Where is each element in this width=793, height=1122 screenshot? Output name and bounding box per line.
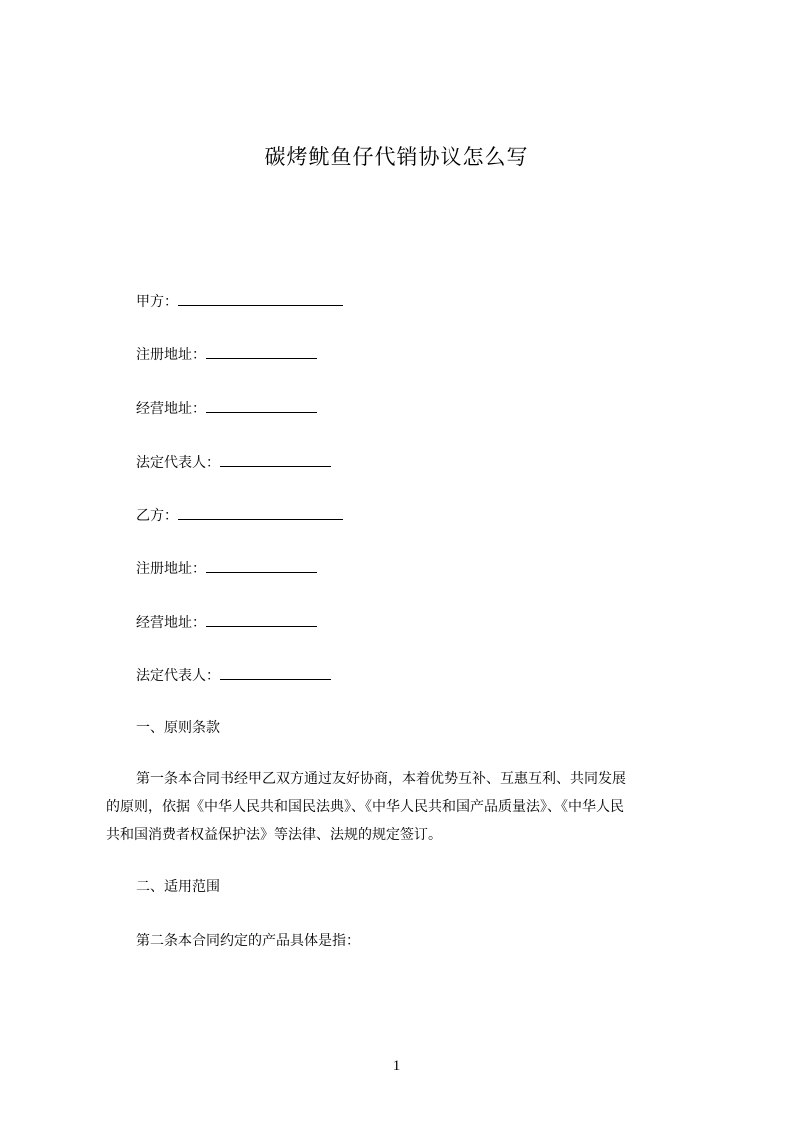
party-a-name-field <box>136 291 343 312</box>
party-b-business-address-blank[interactable] <box>206 612 317 627</box>
article-1-paragraph <box>106 765 718 849</box>
party-b-business-address-label: 经营地址： <box>136 615 206 631</box>
article-1-line: 共和国消费者权益保护法》等法律、法规的规定签订。 <box>106 827 442 843</box>
party-b-name-label: 乙方： <box>136 508 178 524</box>
party-a-name-blank[interactable] <box>178 291 343 306</box>
party-b-name-blank[interactable] <box>178 505 343 520</box>
article-1-line: 的原则，依据《中华人民共和国民法典》、《中华人民共和国产品质量法》、《中华人民 <box>106 799 624 815</box>
article-2-text: 第二条本合同约定的产品具体是指： <box>136 933 360 949</box>
party-b-business-address-field <box>136 612 317 633</box>
section-1-heading: 一、原则条款 <box>136 720 220 736</box>
party-a-business-address-field <box>136 398 317 419</box>
article-1-line: 第一条本合同书经甲乙双方通过友好协商，本着优势互补、互惠互利、共同发展 <box>136 771 626 787</box>
party-b-legal-rep-label: 法定代表人： <box>136 668 220 684</box>
party-a-business-address-label: 经营地址： <box>136 401 206 417</box>
party-b-registered-address-label: 注册地址： <box>136 561 206 577</box>
party-a-business-address-blank[interactable] <box>206 398 317 413</box>
party-a-legal-rep-label: 法定代表人： <box>136 455 220 471</box>
section-2-heading: 二、适用范围 <box>136 879 220 895</box>
party-a-registered-address-field <box>136 344 317 365</box>
document-title: 碳烤鱿鱼仔代销协议怎么写 <box>264 145 529 169</box>
party-b-name-field <box>136 505 343 526</box>
page-number: 1 <box>392 1058 401 1074</box>
party-a-name-label: 甲方： <box>136 294 178 310</box>
party-a-legal-rep-blank[interactable] <box>220 452 331 467</box>
party-b-legal-rep-field <box>136 665 331 686</box>
party-b-registered-address-blank[interactable] <box>206 558 317 573</box>
party-a-legal-rep-field <box>136 452 331 473</box>
party-a-registered-address-label: 注册地址： <box>136 347 206 363</box>
party-a-registered-address-blank[interactable] <box>206 344 317 359</box>
party-b-legal-rep-blank[interactable] <box>220 665 331 680</box>
party-b-registered-address-field <box>136 558 317 579</box>
